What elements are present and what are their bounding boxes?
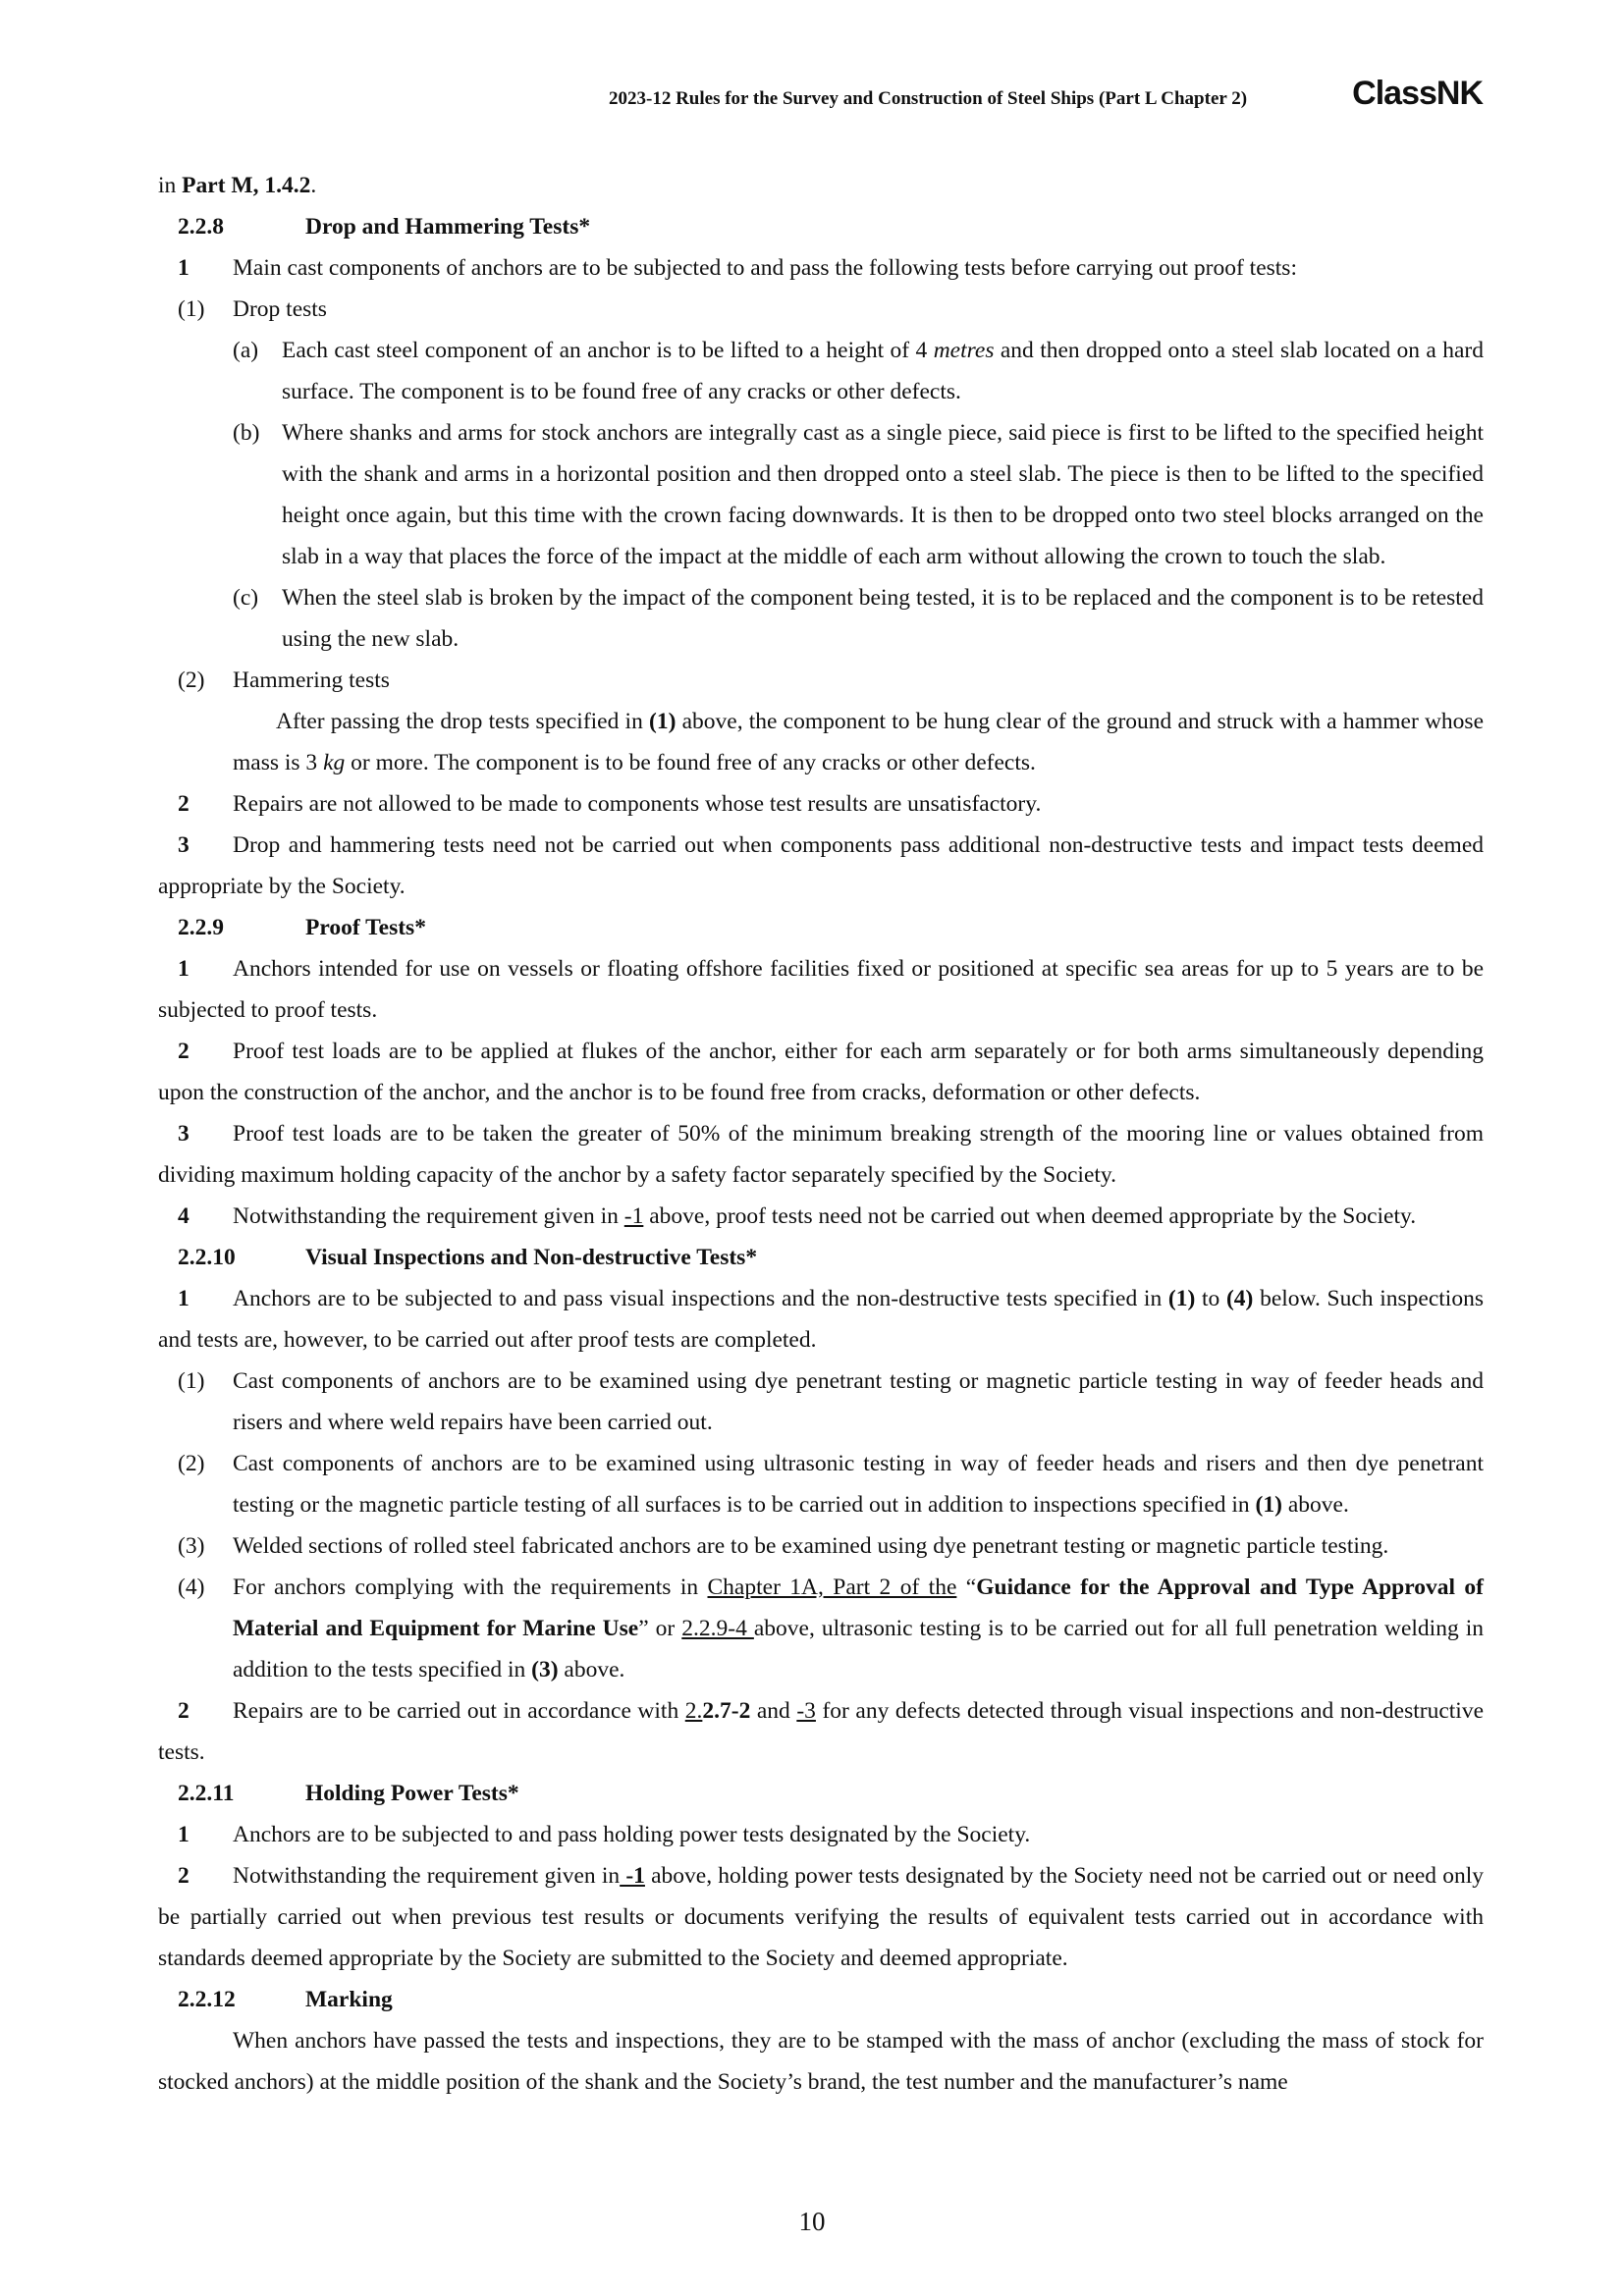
s2211-para-1: 1 Anchors are to be subjected to and pass holding power tests designated by the Society.	[178, 1822, 1031, 1847]
s2211-para-2: 2 Notwithstanding the requirement given in -1 above, holding power tests designated by the Society need not be carried out or need only be partially carried out when previous test results or documents verifying the results of equivalent tests carried out in accordance with standards deemed appropriate by the Society are submitted to the Society and deemed appropriate.	[158, 1863, 1485, 1971]
s2210-para-1: 1 Anchors are to be subjected to and pass visual inspections and the non-destructive tests specified in (1) to (4) below. Such inspections and tests are, however, to be carried out after proof tests are completed.	[158, 1286, 1484, 1353]
lead-ref: Part M, 1.4.2	[182, 173, 311, 198]
cross-ref-link[interactable]: 2.	[684, 1698, 703, 1724]
s229-para-3: 3 Proof test loads are to be taken the greater of 50% of the minimum breaking strength of the mooring line or values obtained from dividing maximum holding capacity of the anchor by a safety factor separately specified by the Society.	[158, 1121, 1484, 1188]
s2212-para-1: When anchors have passed the tests and inspections, they are to be stamped with the mass of anchor (excluding the mass of stock for stocked anchors) at the middle position of the shank and the Society’s brand, the test number and the manufacturer’s name	[158, 2028, 1484, 2095]
cross-ref-link[interactable]: Chapter 1A, Part 2 of the	[707, 1575, 957, 1600]
s2210-item-3: (3) Welded sections of rolled steel fabricated anchors are to be examined using dye penetrant testing or magnetic particle testing.	[178, 1533, 1389, 1559]
section-2-2-12-heading: 2.2.12 Marking	[178, 1987, 393, 2012]
s228-item-2-body: After passing the drop tests specified in (1) above, the component to be hung clear of the ground and struck with a hammer whose mass is 3 kg or more. The component is to be found free of any cracks or other defects.	[233, 709, 1484, 775]
s228-subitem-a: (a) Each cast steel component of an anchor is to be lifted to a height of 4 metres and then dropped onto a steel slab located on a hard surface. The component is to be found free of any cracks or other defects.	[233, 338, 1484, 404]
section-2-2-9-heading: 2.2.9 Proof Tests*	[178, 915, 426, 940]
classnk-logo: ClassNK	[1352, 75, 1483, 112]
section-2-2-10-heading: 2.2.10 Visual Inspections and Non-destructive Tests*	[178, 1245, 758, 1270]
cross-ref-link[interactable]: -1	[623, 1203, 644, 1229]
s228-subitem-b: (b) Where shanks and arms for stock anchors are integrally cast as a single piece, said piece is first to be lifted to the specified height with the shank and arms in a horizontal position and then dropped onto a steel slab. The piece is then to be lifted to the specified height once again, but this time with the crown facing downwards. It is then to be dropped onto two steel blocks arranged on the slab in a way that places the force of the impact at the middle of each arm without allowing the crown to touch the slab.	[233, 420, 1484, 569]
cross-ref-link[interactable]: 2.2.9-4	[681, 1616, 754, 1641]
s2210-para-2: 2 Repairs are to be carried out in accordance with 2.2.7-2 and -3 for any defects detected through visual inspections and non-destructive tests.	[158, 1698, 1484, 1765]
page-number: 10	[798, 2207, 826, 2236]
s229-para-1: 1 Anchors intended for use on vessels or floating offshore facilities fixed or positioned at specific sea areas for up to 5 years are to be subjected to proof tests.	[158, 956, 1484, 1023]
s228-para-2: 2 Repairs are not allowed to be made to components whose test results are unsatisfactory.	[178, 791, 1042, 817]
s2210-item-4: (4) For anchors complying with the requirements in Chapter 1A, Part 2 of the “Guidance for the Approval and Type Approval of Material and Equipment for Marine Use” or 2.2.9-4 above, ultrasonic testing is to be carried out for all full penetration welding in addition to the tests specified in (3) above.	[178, 1575, 1484, 1682]
lead-line: in Part M, 1.4.2.	[158, 173, 317, 198]
page-header	[609, 75, 1483, 114]
s2210-item-2: (2) Cast components of anchors are to be examined using ultrasonic testing in way of feeder heads and risers and then dye penetrant testing or the magnetic particle testing of all surfaces is to be carried out in addition to inspections specified in (1) above.	[178, 1451, 1484, 1518]
s228-para-1: 1 Main cast components of anchors are to be subjected to and pass the following tests before carrying out proof tests:	[178, 255, 1297, 281]
s2210-item-1: (1) Cast components of anchors are to be examined using dye penetrant testing or magnetic particle testing in way of feeder heads and risers and where weld repairs have been carried out.	[178, 1368, 1484, 1435]
document-title: 2023-12 Rules for the Survey and Construction of Steel Ships (Part L Chapter 2)	[609, 88, 1248, 109]
section-2-2-11-heading: 2.2.11 Holding Power Tests*	[178, 1781, 519, 1806]
cross-ref-link[interactable]: -3	[796, 1698, 816, 1724]
s228-subitem-c: (c) When the steel slab is broken by the impact of the component being tested, it is to be replaced and the component is to be retested using the new slab.	[233, 585, 1484, 652]
s229-para-2: 2 Proof test loads are to be applied at flukes of the anchor, either for each arm separately or for both arms simultaneously depending upon the construction of the anchor, and the anchor is to be found free from cracks, deformation or other defects.	[158, 1039, 1484, 1105]
cross-ref-link[interactable]: -1	[620, 1863, 645, 1889]
section-2-2-8-heading: 2.2.8 Drop and Hammering Tests*	[178, 214, 591, 240]
s229-para-4: 4 Notwithstanding the requirement given in -1 above, proof tests need not be carried out when deemed appropriate by the Society.	[178, 1203, 1417, 1229]
s228-item-1: (1) Drop tests	[178, 296, 327, 322]
s228-item-2: (2) Hammering tests	[178, 667, 390, 693]
page-body	[158, 165, 1484, 2103]
s228-para-3: 3 Drop and hammering tests need not be carried out when components pass additional non-destructive tests and impact tests deemed appropriate by the Society.	[158, 832, 1484, 899]
